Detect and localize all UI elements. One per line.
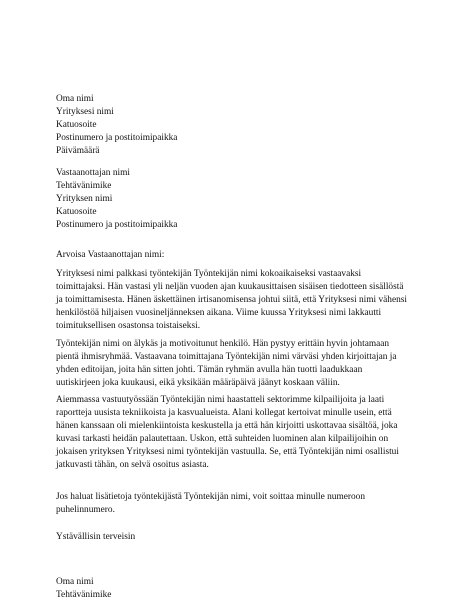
salutation-text: Arvoisa Vastaanottajan nimi: bbox=[56, 250, 165, 260]
paragraph-line: uutiskirjeen joka kuukausi, eikä yksikään määräpäivä jäänyt koskaan väliin. bbox=[56, 378, 340, 389]
letter-date: Päivämäärä bbox=[56, 146, 100, 157]
body-paragraph bbox=[56, 394, 406, 473]
signature-title: Tehtävänimike bbox=[56, 590, 112, 601]
sender-company: Yrityksesi nimi bbox=[56, 107, 114, 118]
paragraph-line: raportteja uusista tekniikoista ja kasvualueista. Alani kollegat kertoivat minulle usein, että bbox=[56, 408, 392, 419]
closing bbox=[56, 531, 406, 544]
paragraph-line: kuvasi tarkasti heidän palautettaan. Uskon, että suhteiden luominen alan kilpailijoihin on bbox=[56, 434, 389, 445]
paragraph-line: jatkuvasti tähän, on selvä osoitus asiasta. bbox=[56, 460, 209, 471]
signature-name: Oma nimi bbox=[56, 577, 94, 587]
paragraph-line: yhden editoijan, joita hän sitten johti. Tämän ryhmän avulla hän tuotti laadukkaan bbox=[56, 365, 363, 376]
paragraph-line: henkilöstöä hiljaisen vuosineljänneksen aikana. Viime kuussa Yrityksesi nimi lakkautti bbox=[56, 308, 382, 319]
body-paragraph bbox=[56, 338, 406, 390]
sender-name: Oma nimi bbox=[56, 94, 94, 104]
salutation bbox=[56, 249, 406, 262]
body-paragraph bbox=[56, 268, 406, 333]
paragraph-line: pientä ihmisryhmää. Vastaavana toimittajana Työntekijän nimi värväsi yhden kirjoittajan ja bbox=[56, 352, 397, 363]
paragraph-line: jokaisen yrityksen Yrityksesi nimi työntekijän vastuulla. Se, että Työntekijän nimi osallistui bbox=[56, 447, 399, 458]
recipient-company: Yrityksen nimi bbox=[56, 194, 113, 205]
sender-address-block bbox=[56, 93, 406, 158]
paragraph-line: toimituksellisen osastonsa toistaiseksi. bbox=[56, 321, 201, 332]
paragraph-line: ja toimittamisesta. Hänen äskettäinen irtisanomisensa johtui siitä, että Yrityksesi nimi vähensi bbox=[56, 295, 408, 306]
paragraph-line: Jos haluat lisätietoja työntekijästä Työntekijän nimi, voit soittaa minulle numeroon bbox=[56, 492, 366, 502]
signature-block bbox=[56, 576, 406, 602]
paragraph-line: hänen kanssaan oli mielenkiintoista keskustella ja että hän kirjoitti uskottavaa sisältöä, joka bbox=[56, 421, 398, 432]
sender-street: Katuosoite bbox=[56, 120, 97, 131]
paragraph-line: puhelinnumero. bbox=[56, 505, 115, 516]
paragraph-line: Aiemmassa vastuutyössään Työntekijän nimi haastatteli sektorimme kilpailijoita ja laati bbox=[56, 395, 385, 405]
recipient-address-block bbox=[56, 167, 406, 232]
recipient-postal: Postinumero ja postitoimipaikka bbox=[56, 220, 178, 231]
recipient-name: Vastaanottajan nimi bbox=[56, 168, 130, 178]
paragraph-line: toimittajaksi. Hän vastasi yli neljän vuoden ajan kuukausittaisen sisäisen tiedotteen sisällöstä bbox=[56, 282, 404, 293]
body-paragraph bbox=[56, 491, 406, 517]
closing-text: Ystävällisin terveisin bbox=[56, 532, 136, 542]
recipient-street: Katuosoite bbox=[56, 207, 97, 218]
sender-postal: Postinumero ja postitoimipaikka bbox=[56, 133, 178, 144]
paragraph-line: Työntekijän nimi on älykäs ja motivoitunut henkilö. Hän pystyy erittäin hyvin johtamaan bbox=[56, 339, 390, 349]
recipient-title: Tehtävänimike bbox=[56, 181, 112, 192]
paragraph-line: Yrityksesi nimi palkkasi työntekijän Työntekijän nimi kokoaikaiseksi vastaavaksi bbox=[56, 269, 362, 279]
